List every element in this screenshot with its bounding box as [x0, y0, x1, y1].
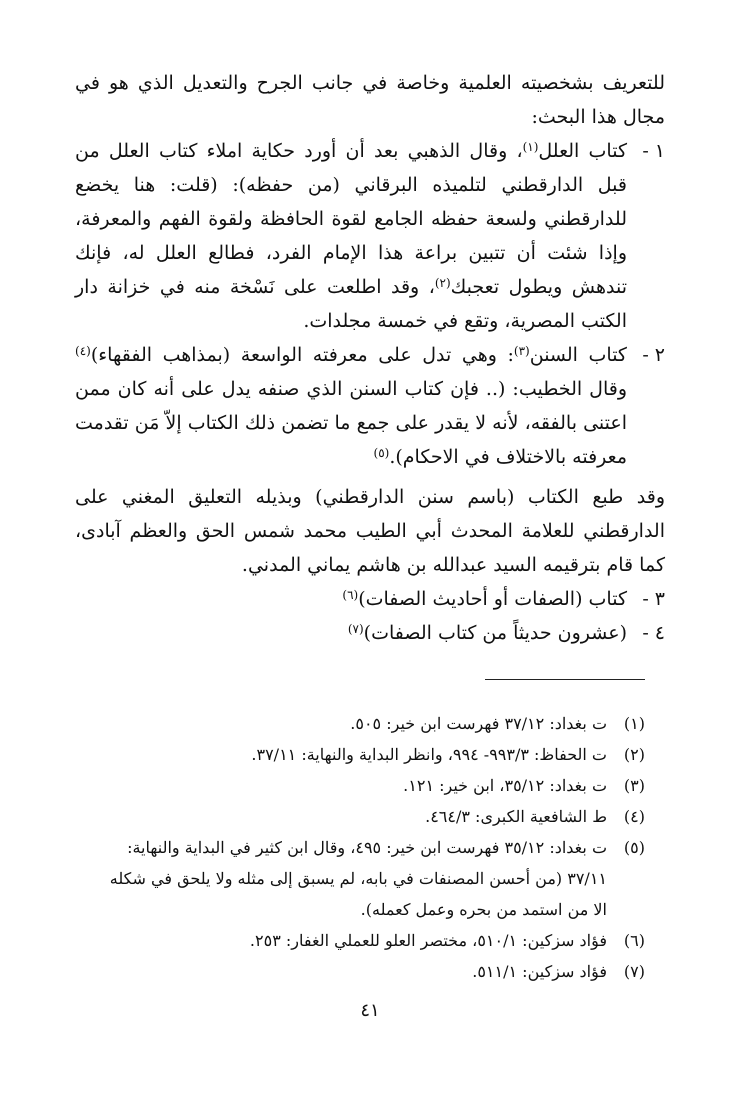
footnote-ref[interactable]: (٤)	[75, 344, 91, 358]
list-item-number: ٤ -	[642, 622, 665, 644]
list-item-text	[75, 616, 627, 650]
footnote-ref[interactable]: (٣)	[513, 344, 530, 358]
intro-paragraph: للتعريف بشخصيته العلمية وخاصة في جانب الجرح والتعديل الذي هو في مجال هذا البحث:	[75, 72, 665, 128]
footnote-separator	[485, 679, 645, 680]
footnote-item	[95, 770, 645, 801]
edition-paragraph: وقد طبع الكتاب (باسم سنن الدارقطني) وبذيله التعليق المغني على الدارقطني للعلامة المحدث أبي الطيب محمد شمس الحق والعظم آبادى، كما قام بترقيمه السيد عبدالله بن هاشم يماني المدني.	[75, 486, 665, 576]
list-item-text	[75, 582, 627, 616]
footnote-ref[interactable]: (٦)	[342, 588, 359, 602]
footnote-number: (١)	[623, 714, 645, 733]
text-segment: ، وقد اطلعت على نَسْخة منه في خزانة دار الكتب المصرية، وتقع في خمسة مجلدات.	[75, 276, 627, 332]
footnote-item	[95, 832, 645, 925]
list-item-text	[75, 134, 627, 338]
list-item-1	[75, 134, 665, 338]
footnote-number: (٦)	[623, 931, 645, 950]
book-title: كتاب السنن	[529, 344, 627, 366]
book-title: كتاب (الصفات أو أحاديث الصفات)	[358, 588, 627, 610]
footnotes	[95, 708, 645, 987]
list-item-number: ٢ -	[642, 344, 665, 366]
footnote-number: (٢)	[623, 745, 645, 764]
footnote-text: ط الشافعية الكبرى: ٤٦٤/٣.	[425, 807, 607, 826]
footnote-item	[95, 956, 645, 987]
list-item-3	[75, 582, 665, 616]
book-title: (عشرون حديثاً من كتاب الصفات)	[363, 622, 627, 644]
footnote-item	[95, 708, 645, 739]
footnote-ref[interactable]: (١)	[522, 140, 539, 154]
footnote-item	[95, 925, 645, 956]
main-text	[75, 66, 665, 650]
footnote-text: ت بغداد: ٣٥/١٢ فهرست ابن خير: ٤٩٥، وقال ابن كثير في البداية والنهاية: ٣٧/١١ (من أحسن المصنفات في بابه، لم يسبق إلى مثله ولا يلحق في شكله الا من استمد من بحره وعمل كعمله).	[109, 838, 607, 919]
page-number: ٤١	[360, 1000, 380, 1021]
book-title: كتاب العلل	[538, 140, 627, 162]
text-segment: وقال الخطيب: (.. فإن كتاب السنن الذي صنفه يدل على أنه كان ممن اعتنى بالفقه، لأنه لا يقدر على جمع ما تضمن ذلك الكتاب إلاّ مَن تقدمت معرفته بالاختلاف في الاحكام).	[75, 378, 627, 468]
text-segment: ، وقال الذهبي بعد أن أورد حكاية املاء كتاب العلل من قبل الدارقطني لتلميذه البرقاني (من حفظه): (قلت: هنا يخضع للدارقطني ولسعة حفظه الجامع لقوة الحافظة ولقوة الفهم والمعرفة، وإذا شئت أن تتبين براعة هذا الإمام الفرد، فطالع العلل له، فإنك تندهش ويطول تعجبك	[75, 140, 627, 298]
text-segment: : وهي تدل على معرفته الواسعة (بمذاهب الفقهاء)	[90, 344, 514, 366]
footnote-text: ت الحفاظ: ٩٩٣/٣- ٩٩٤، وانظر البداية والنهاية: ٣٧/١١.	[251, 745, 607, 764]
footnote-text: فؤاد سزكين: ٥١١/١.	[472, 962, 607, 981]
footnote-ref[interactable]: (٢)	[434, 276, 451, 290]
footnote-ref[interactable]: (٧)	[347, 622, 364, 636]
list-item-4	[75, 616, 665, 650]
footnote-number: (٣)	[623, 776, 645, 795]
footnote-text: فؤاد سزكين: ٥١٠/١، مختصر العلو للعملي الغفار: ٢٥٣.	[249, 931, 607, 950]
list-item-text	[75, 338, 627, 474]
list-item-number: ١ -	[642, 140, 665, 162]
footnote-item	[95, 801, 645, 832]
footnote-item	[95, 739, 645, 770]
list-item-2	[75, 338, 665, 474]
footnote-text: ت بغداد: ٣٧/١٢ فهرست ابن خير: ٥٠٥.	[350, 714, 607, 733]
footnote-ref[interactable]: (٥)	[373, 446, 390, 460]
footnote-number: (٤)	[623, 807, 645, 826]
list-item-number: ٣ -	[642, 588, 665, 610]
footnote-number: (٥)	[623, 838, 645, 857]
footnote-text: ت بغداد: ٣٥/١٢، ابن خير: ١٢١.	[403, 776, 607, 795]
footnote-number: (٧)	[623, 962, 645, 981]
